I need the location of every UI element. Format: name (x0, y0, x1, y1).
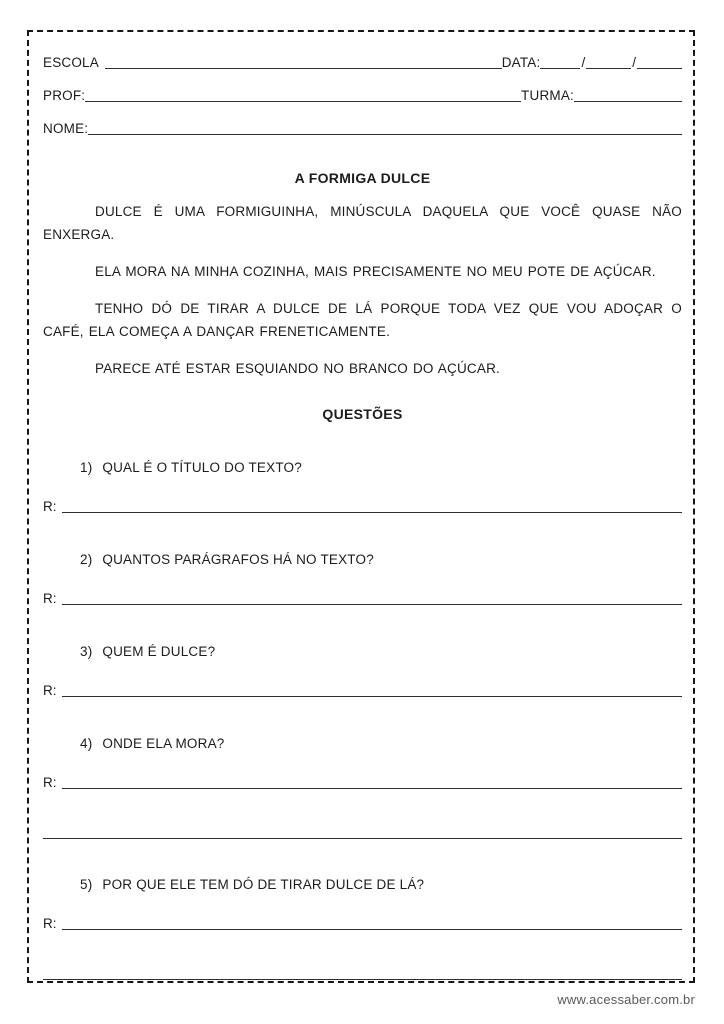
paragraph-3: TENHO DÓ DE TIRAR A DULCE DE LÁ PORQUE TODA VEZ QUE VOU ADOÇAR O CAFÉ, ELA COMEÇA A DANÇAR FRENETICAMENTE. (43, 301, 682, 339)
question-5-text: POR QUE ELE TEM DÓ DE TIRAR DULCE DE LÁ? (102, 877, 425, 892)
question-block-3 (43, 643, 682, 698)
question-block-4 (43, 735, 682, 839)
question-5 (80, 876, 682, 893)
date-year-line[interactable] (637, 55, 682, 69)
question-4-number: 4) (80, 736, 93, 751)
class-label: TURMA: (521, 87, 574, 103)
questions-title: QUESTÕES (322, 406, 403, 422)
answer-row-2 (43, 589, 682, 606)
worksheet-border (27, 30, 695, 983)
answer-prefix: R: (43, 774, 57, 790)
worksheet-header (43, 46, 682, 136)
answer-prefix: R: (43, 915, 57, 931)
answer-row-1 (43, 497, 682, 514)
answer-line-4[interactable] (62, 775, 683, 789)
question-2-number: 2) (80, 552, 93, 567)
question-block-1 (43, 459, 682, 514)
question-block-5 (43, 876, 682, 980)
class-line[interactable] (574, 88, 682, 102)
answer-row-4 (43, 773, 682, 790)
text-title: A FORMIGA DULCE (294, 170, 431, 186)
school-label: ESCOLA (43, 54, 99, 70)
question-2-text: QUANTOS PARÁGRAFOS HÁ NO TEXTO? (102, 552, 374, 567)
question-3-text: QUEM É DULCE? (102, 644, 216, 659)
answer-prefix: R: (43, 682, 57, 698)
prof-label: PROF: (43, 87, 86, 103)
date-day-line[interactable] (540, 55, 580, 69)
answer-line-2[interactable] (62, 591, 683, 605)
name-label: NOME: (43, 120, 89, 136)
date-month-line[interactable] (586, 55, 631, 69)
date-separator: / (581, 54, 586, 70)
answer-prefix: R: (43, 590, 57, 606)
prof-line[interactable] (85, 88, 521, 102)
prof-class-row (43, 79, 682, 103)
answer-row-5 (43, 914, 682, 931)
site-url: www.acessaber.com.br (557, 992, 695, 1007)
question-1-text: QUAL É O TÍTULO DO TEXTO? (102, 460, 302, 475)
question-1 (80, 459, 682, 476)
question-4-text: ONDE ELA MORA? (102, 736, 225, 751)
question-3-number: 3) (80, 644, 93, 659)
date-label: DATA: (501, 54, 541, 70)
question-block-2 (43, 551, 682, 606)
name-line[interactable] (88, 121, 682, 135)
school-date-row (43, 46, 682, 70)
question-3 (80, 643, 682, 660)
paragraph-2: ELA MORA NA MINHA COZINHA, MAIS PRECISAMENTE NO MEU POTE DE AÇÚCAR. (95, 264, 656, 279)
question-1-number: 1) (80, 460, 93, 475)
answer-line-3[interactable] (62, 683, 683, 697)
question-4 (80, 735, 682, 752)
question-2 (80, 551, 682, 568)
answer-line-5[interactable] (62, 916, 683, 930)
question-5-number: 5) (80, 877, 93, 892)
school-line[interactable] (105, 55, 502, 69)
answer-line-1[interactable] (62, 499, 683, 513)
answer-prefix: R: (43, 498, 57, 514)
questions-section (43, 459, 682, 980)
answer-line-5b[interactable] (43, 979, 682, 980)
name-row (43, 112, 682, 136)
paragraph-1: DULCE É UMA FORMIGUINHA, MINÚSCULA DAQUELA QUE VOCÊ QUASE NÃO ENXERGA. (43, 204, 682, 242)
paragraph-4: PARECE ATÉ ESTAR ESQUIANDO NO BRANCO DO AÇÚCAR. (95, 361, 500, 376)
answer-line-4b[interactable] (43, 838, 682, 839)
answer-row-3 (43, 681, 682, 698)
date-separator: / (632, 54, 636, 70)
